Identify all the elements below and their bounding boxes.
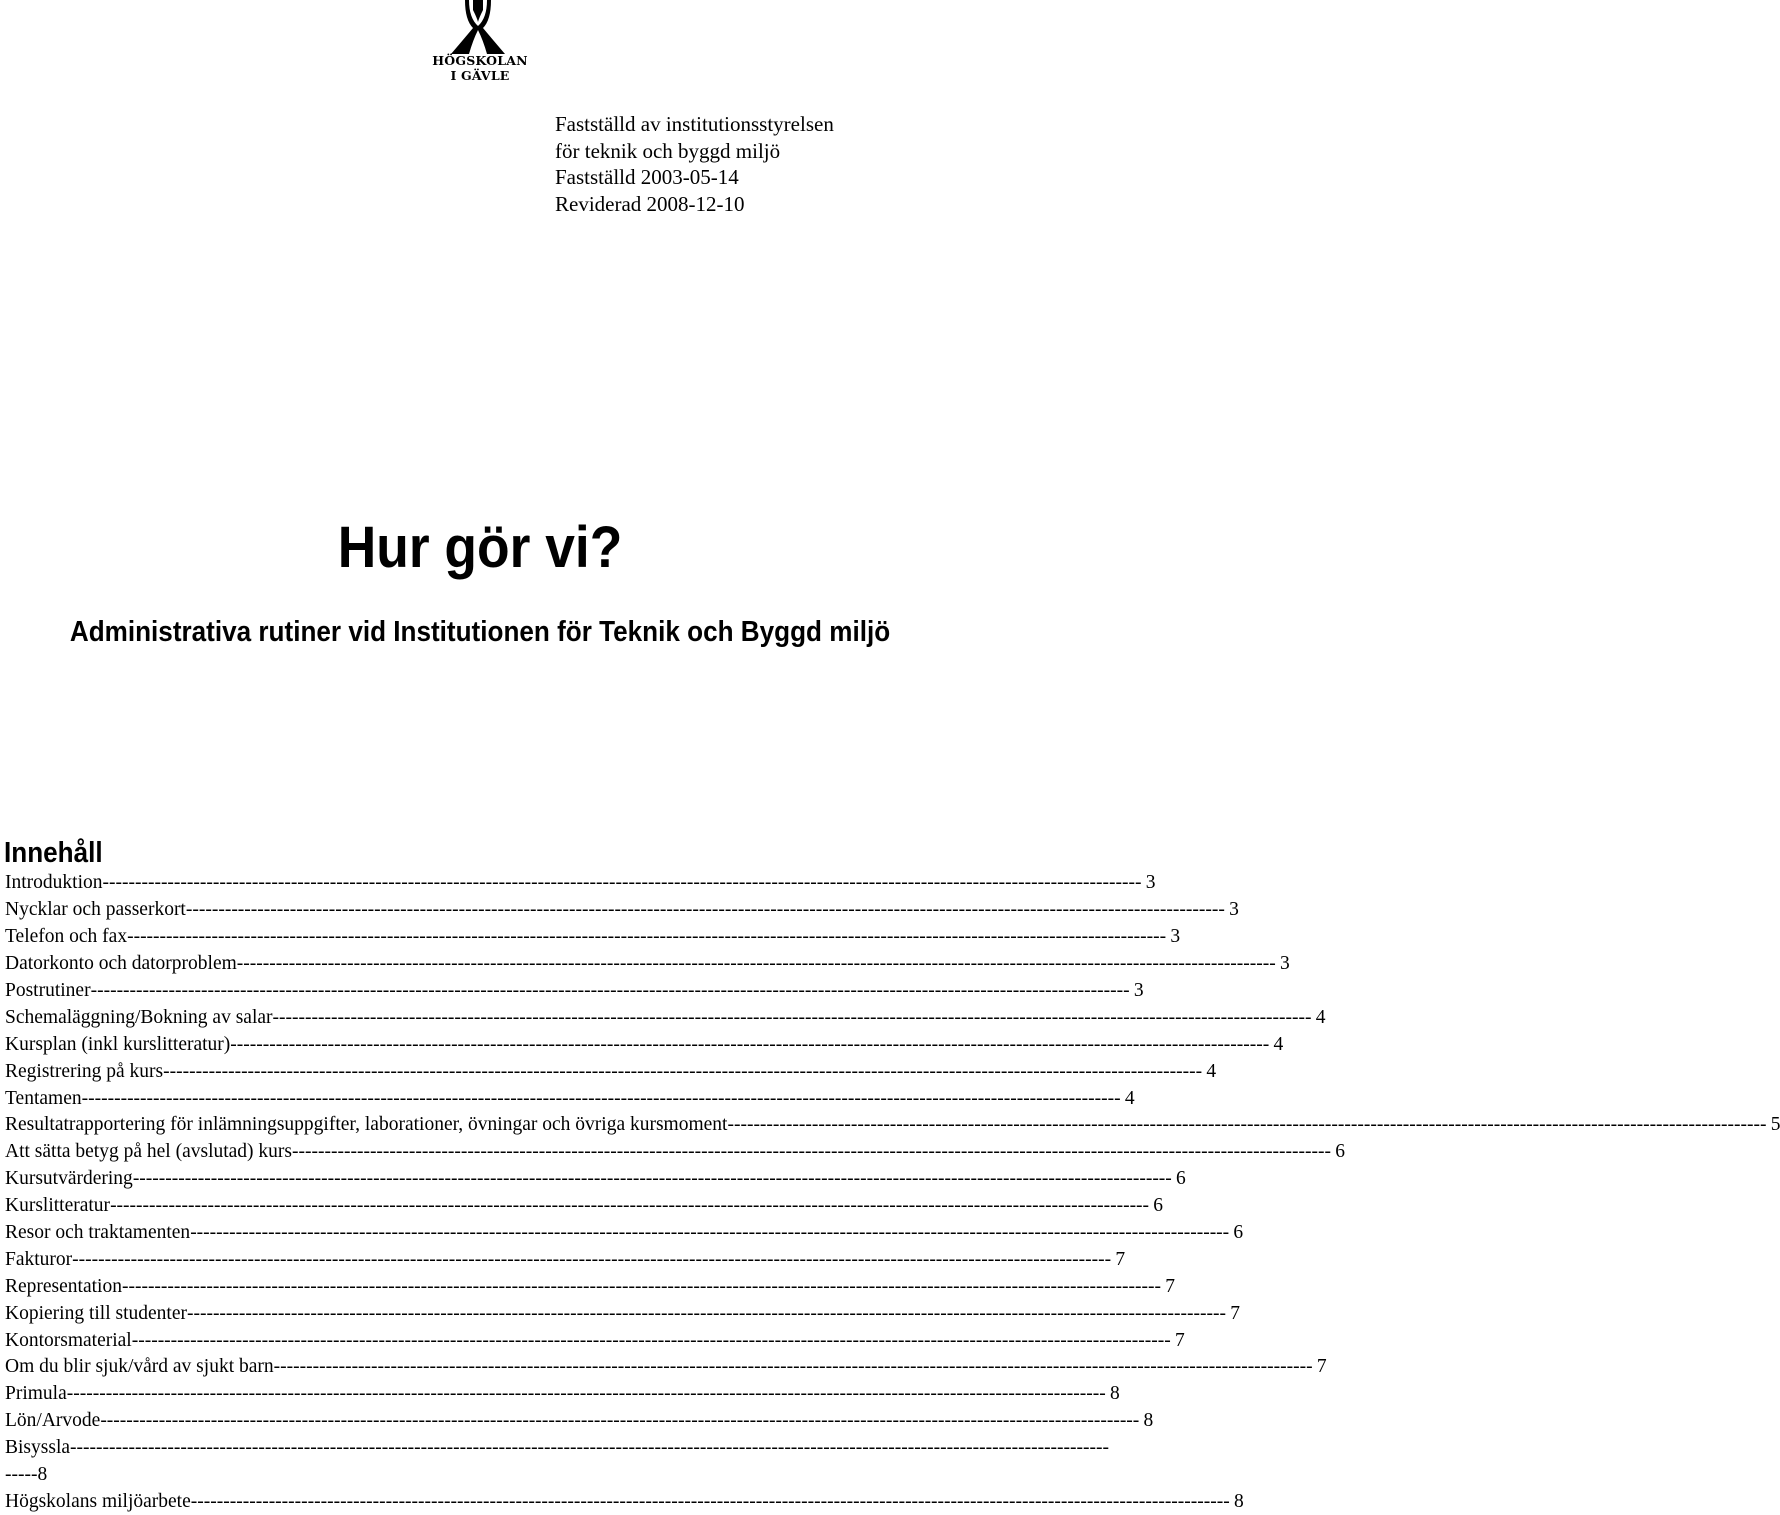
toc-entry-label: Registrering på kurs xyxy=(5,1060,164,1082)
toc-entry[interactable] xyxy=(5,1031,1284,1058)
toc-leader-dots: ---------------------------------------------------------------------------------------------------------------------------------------------------------------- xyxy=(272,1006,1312,1028)
toc-leader-dots: ---------------------------------------------------------------------------------------------------------------------------------------------------------------- xyxy=(185,899,1225,921)
toc-entry-page: 6 xyxy=(1153,1195,1164,1217)
toc-entry-label: Datorkonto och datorproblem xyxy=(5,953,237,975)
toc-entry[interactable] xyxy=(5,978,1144,1005)
toc-leader-dots: ---------------------------------------------------------------------------------------------------------------------------------------------------------------- xyxy=(273,1356,1313,1378)
toc-entry-label: Kontorsmaterial xyxy=(5,1329,132,1351)
document-metadata xyxy=(555,111,834,217)
toc-leader-dots: ---------------------------------------------------------------------------------------------------------------------------------------------------------------- xyxy=(100,1410,1140,1432)
toc-entry-page: 3 xyxy=(1133,980,1144,1001)
toc-leader-dots: ---------------------------------------------------------------------------------------------------------------------------------------------------------------- xyxy=(127,926,1167,948)
metadata-line-2: för teknik och byggd miljö xyxy=(555,138,781,163)
toc-entry[interactable] xyxy=(5,924,1181,951)
toc-entry-label: Kopiering till studenter xyxy=(5,1302,187,1324)
toc-entry-label: Primula xyxy=(5,1383,67,1405)
toc-entry-page: 6 xyxy=(1233,1222,1244,1244)
toc-entry-page: 3 xyxy=(1145,872,1156,894)
toc-entry-page: 7 xyxy=(1115,1248,1126,1270)
toc-entry-label: Representation xyxy=(5,1275,122,1297)
toc-entry-label: Resultatrapportering för inlämningsuppgifter, laborationer, övningar och övriga kursmoment xyxy=(5,1114,728,1136)
toc-leader-dots: ---------------------------------------------------------------------------------------------------------------------------------------------------------------- xyxy=(110,1195,1150,1217)
toc-entry-label: Om du blir sjuk/vård av sjukt barn xyxy=(5,1356,274,1378)
document-subtitle: Administrativa rutiner vid Institutionen för Teknik och Byggd miljö xyxy=(69,616,891,648)
toc-entry-label: Fakturor xyxy=(5,1248,73,1270)
toc-entry[interactable] xyxy=(5,1139,1345,1166)
toc-leader-dots: ---------------------------------------------------------------------------------------------------------------------------------------------------------------- xyxy=(163,1060,1203,1082)
toc-entry-page: 7 xyxy=(1165,1275,1175,1297)
toc-entry[interactable] xyxy=(5,1058,1217,1085)
toc-entry[interactable] xyxy=(5,1246,1126,1273)
logo-text-line-2: I GÄVLE xyxy=(450,68,510,83)
table-of-contents xyxy=(5,870,1780,1515)
toc-leader-dots: ---------------------------------------------------------------------------------------------------------------------------------------------------------------- xyxy=(236,953,1276,975)
toc-entry[interactable] xyxy=(5,1220,1244,1247)
toc-entry-label: Att sätta betyg på hel (avslutad) kurs xyxy=(5,1141,293,1163)
toc-leader-dots: ---------------------------------------------------------------------------------------------------------------------------------------------------------------- xyxy=(90,980,1130,1001)
toc-leader-dots: ---------------------------------------------------------------------------------------------------------------------------------------------------------------- xyxy=(230,1033,1270,1055)
toc-entry-page: 5 xyxy=(1770,1114,1780,1136)
toc-leader-dots: ---------------------------------------------------------------------------------------------------------------------------------------------------------------- xyxy=(190,1222,1230,1244)
toc-leader-dots: ---------------------------------------------------------------------------------------------------------------------------------------------------------------- xyxy=(121,1275,1161,1297)
toc-entry-page: 7 xyxy=(1230,1302,1240,1324)
toc-entry[interactable] xyxy=(5,1327,1185,1354)
toc-entry[interactable] xyxy=(5,1489,1244,1515)
toc-entry-label: Lön/Arvode xyxy=(5,1410,101,1432)
toc-entry[interactable] xyxy=(5,1381,1120,1408)
toc-entry-label: Resor och traktamenten xyxy=(5,1222,191,1244)
toc-leader-dots: ---------------------------------------------------------------------------------------------------------------------------------------------------------------- xyxy=(132,1168,1172,1190)
toc-leader-dots: ---------------------------------------------------------------------------------------------------------------------------------------------------------------- xyxy=(131,1329,1171,1351)
toc-entry-page: 7 xyxy=(1316,1356,1327,1378)
toc-entry-label: Kurslitteratur xyxy=(5,1195,111,1217)
toc-entry[interactable] xyxy=(5,1408,1154,1435)
toc-entry-label: Kursplan (inkl kurslitteratur) xyxy=(5,1033,231,1055)
toc-heading: Innehåll xyxy=(4,837,103,869)
toc-entry[interactable] xyxy=(5,897,1239,924)
toc-entry[interactable] xyxy=(5,1273,1175,1300)
toc-entry-label: Högskolans miljöarbete xyxy=(5,1490,191,1512)
toc-entry-page: 8 xyxy=(1234,1490,1244,1512)
metadata-line-4: Reviderad 2008-12-10 xyxy=(555,191,745,216)
toc-leader-dots: ---------------------------------------------------------------------------------------------------------------------------------------------------------------- xyxy=(292,1141,1331,1163)
logo-emblem-icon xyxy=(443,0,513,56)
toc-entry-page: 3 xyxy=(1229,899,1239,921)
toc-entry-label: Tentamen xyxy=(5,1087,82,1109)
toc-entry-page: 4 xyxy=(1124,1087,1135,1109)
toc-entry[interactable] xyxy=(5,1112,1780,1139)
toc-entry-page: 8 xyxy=(1143,1410,1154,1432)
toc-leader-dots: ---------------------------------------------------------------------------------------------------------------------------------------------------------------- xyxy=(190,1490,1230,1512)
toc-entry-label: Kursutvärdering xyxy=(5,1168,133,1190)
toc-leader-dots: ---------------------------------------------------------------------------------------------------------------------------------------------------------------- xyxy=(66,1383,1106,1405)
toc-entry-page: 3 xyxy=(1170,926,1181,948)
toc-entry-label: Bisyssla xyxy=(5,1437,71,1459)
toc-entry[interactable] xyxy=(5,1435,1109,1489)
toc-leader-dots: ---------------------------------------------------------------------------------------------------------------------------------------------------------------- xyxy=(70,1437,1109,1459)
toc-entry-label: Schemaläggning/Bokning av salar xyxy=(5,1006,273,1028)
toc-entry-page: 4 xyxy=(1315,1006,1326,1028)
logo-text-line-1: HÖGSKOLAN xyxy=(432,53,528,68)
toc-entry[interactable] xyxy=(5,870,1156,897)
metadata-line-1: Fastställd av institutionsstyrelsen xyxy=(555,112,834,136)
toc-entry-page: -----8 xyxy=(5,1464,48,1486)
toc-entry-page: 4 xyxy=(1206,1060,1217,1082)
toc-entry-label: Telefon och fax xyxy=(5,926,128,948)
toc-entry[interactable] xyxy=(5,1300,1240,1327)
toc-leader-dots: ---------------------------------------------------------------------------------------------------------------------------------------------------------------- xyxy=(102,872,1142,894)
university-logo xyxy=(420,0,540,90)
toc-entry[interactable] xyxy=(5,1085,1135,1112)
toc-entry-page: 4 xyxy=(1273,1033,1284,1055)
toc-entry-page: 7 xyxy=(1174,1329,1185,1351)
toc-leader-dots: ---------------------------------------------------------------------------------------------------------------------------------------------------------------- xyxy=(186,1302,1226,1324)
toc-entry[interactable] xyxy=(5,1193,1164,1220)
toc-entry[interactable] xyxy=(5,1166,1186,1193)
toc-entry-label: Introduktion xyxy=(5,872,103,894)
toc-leader-dots: ---------------------------------------------------------------------------------------------------------------------------------------------------------------- xyxy=(81,1087,1121,1109)
toc-leader-dots: ---------------------------------------------------------------------------------------------------------------------------------------------------------------- xyxy=(72,1248,1112,1270)
toc-leader-dots: ---------------------------------------------------------------------------------------------------------------------------------------------------------------- xyxy=(727,1114,1767,1136)
toc-entry-label: Nycklar och passerkort xyxy=(5,899,186,921)
toc-entry-page: 3 xyxy=(1280,953,1290,975)
toc-entry[interactable] xyxy=(5,951,1290,978)
metadata-line-3: Fastställd 2003-05-14 xyxy=(555,165,739,189)
toc-entry-page: 6 xyxy=(1176,1168,1186,1190)
toc-entry-page: 8 xyxy=(1109,1383,1120,1405)
toc-entry[interactable] xyxy=(5,1354,1327,1381)
toc-entry[interactable] xyxy=(5,1004,1326,1031)
toc-entry-label: Postrutiner xyxy=(5,980,91,1001)
toc-entry-page: 6 xyxy=(1335,1141,1345,1163)
document-title: Hur gör vi? xyxy=(337,515,623,580)
